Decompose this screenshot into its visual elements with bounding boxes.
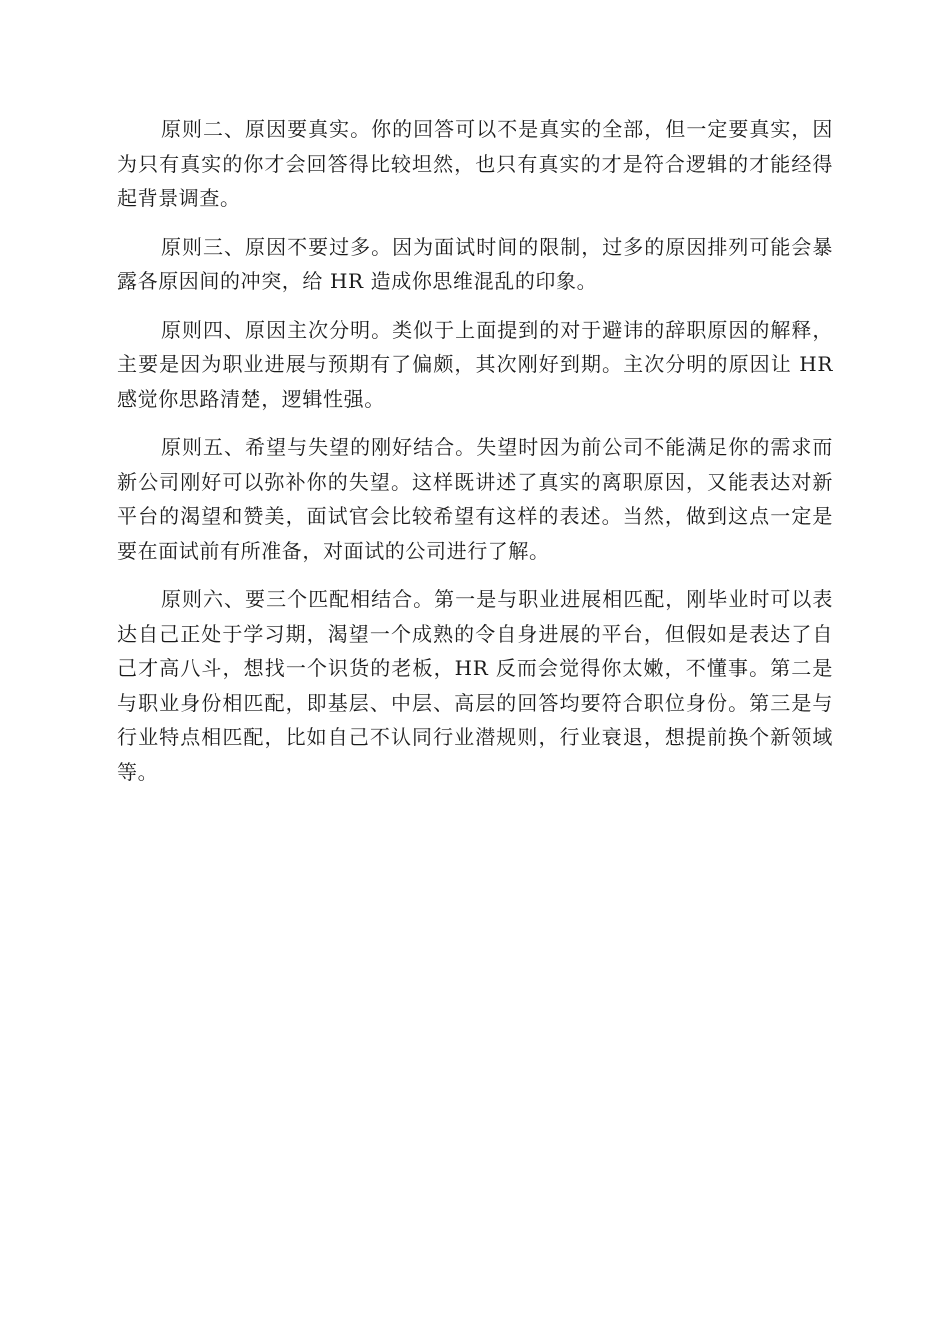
paragraph-principle-2: 原则二、原因要真实。你的回答可以不是真实的全部，但一定要真实，因为只有真实的你才会回答得比较坦然，也只有真实的才是符合逻辑的才能经得起背景调查。 bbox=[117, 117, 833, 210]
paragraph-principle-6: 原则六、要三个匹配相结合。第一是与职业进展相匹配，刚毕业时可以表达自己正处于学习期，渴望一个成熟的令自身进展的平台，但假如是表达了自己才高八斗，想找一个识货的老板，HR 反而会觉得你太嫩，不懂事。第二是与职业身份相匹配，即基层、中层、高层的回答均要符合职位身份。第三是与行业特点相匹配，比如自己不认同行业潜规则，行业衰退，想提前换个新领域等。 bbox=[117, 587, 833, 784]
paragraph-principle-4: 原则四、原因主次分明。类似于上面提到的对于避讳的辞职原因的解释，主要是因为职业进展与预期有了偏颇，其次刚好到期。主次分明的原因让 HR 感觉你思路清楚，逻辑性强。 bbox=[117, 317, 833, 411]
paragraph-principle-3: 原则三、原因不要过多。因为面试时间的限制，过多的原因排列可能会暴露各原因间的冲突，给 HR 造成你思维混乱的印象。 bbox=[117, 234, 833, 293]
paragraph-principle-5: 原则五、希望与失望的刚好结合。失望时因为前公司不能满足你的需求而新公司刚好可以弥补你的失望。这样既讲述了真实的离职原因，又能表达对新平台的渴望和赞美，面试官会比较希望有这样的表述。当然，做到这点一定是要在面试前有所准备，对面试的公司进行了解。 bbox=[117, 435, 833, 563]
document-body bbox=[117, 112, 833, 803]
